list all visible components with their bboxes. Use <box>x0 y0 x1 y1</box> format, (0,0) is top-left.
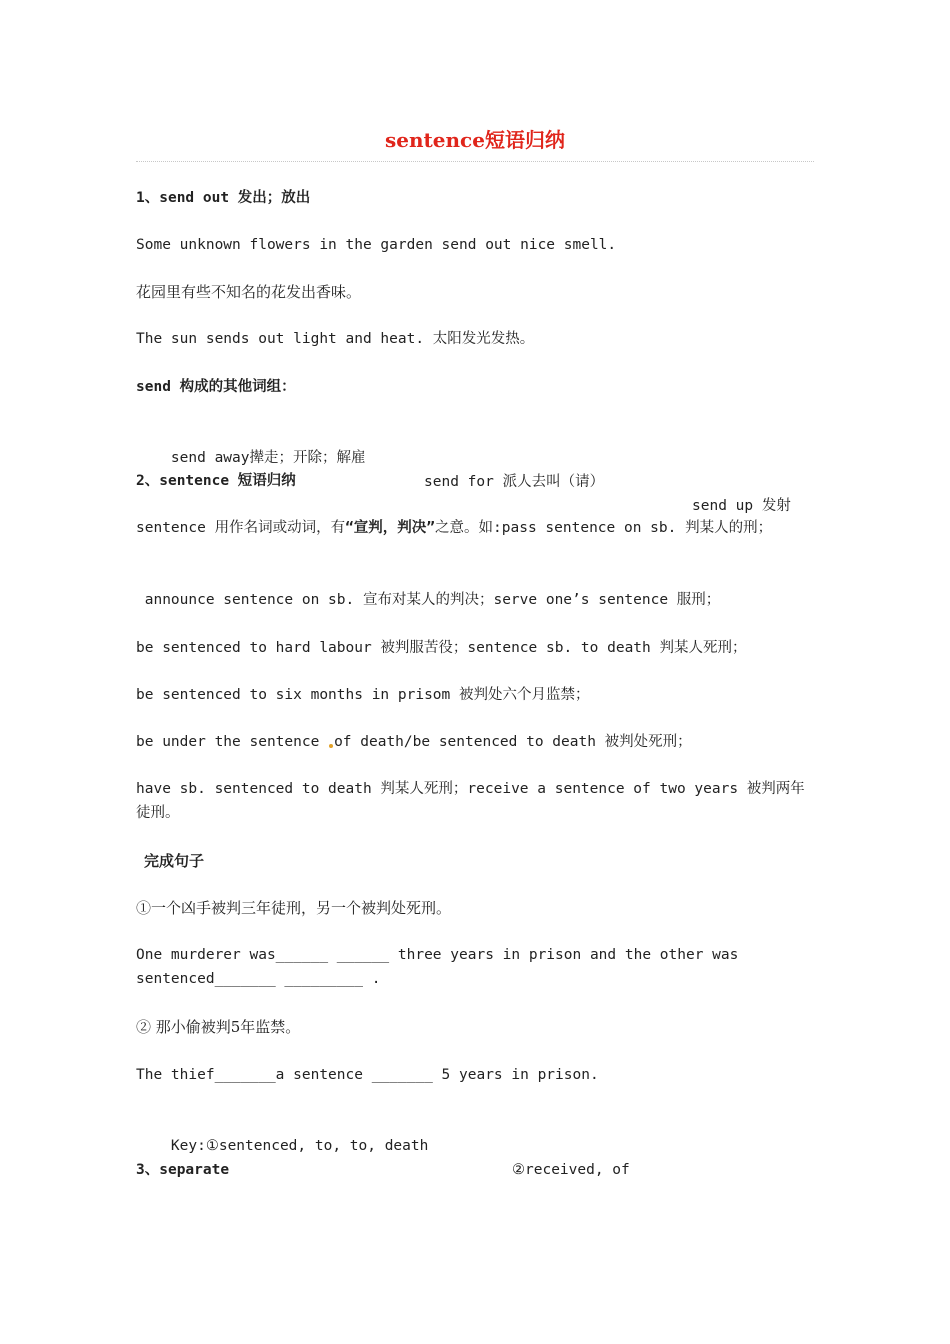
phrase-send-for: send for 派人去叫（请） <box>424 474 605 490</box>
page-title: sentence短语归纳 <box>385 128 565 152</box>
sentence-phrase-2: be sentenced to hard labour 被判服苦役；sentence sb. to death 判某人死刑； <box>136 640 747 656</box>
exercise-heading: 完成句子 <box>144 852 205 870</box>
phrase-send-up: send up 发射 <box>692 498 791 514</box>
phrase-4-post: of death/be sentenced to death 被判处死刑； <box>334 734 692 750</box>
question-1-chinese: ①一个凶手被判三年徒刑，另一个被判处死刑。 <box>136 899 452 917</box>
phrase-send-away: send away撵走；开除；解雇 <box>170 450 366 466</box>
answer-key-1: Key:①sentenced, to, to, death <box>170 1138 429 1154</box>
sentence-intro <box>136 516 816 540</box>
example-1-chinese: 花园里有些不知名的花发出香味。 <box>136 283 362 301</box>
title-divider <box>136 161 814 162</box>
sentence-phrase-4 <box>136 730 816 754</box>
answer-key-2: ②received, of <box>512 1162 630 1178</box>
example-1-english: Some unknown flowers in the garden send out nice smell. <box>136 237 617 253</box>
sentence-phrase-1: announce sentence on sb. 宣布对某人的判决；serve one’s sentence 服刑； <box>136 592 721 608</box>
sentence-phrase-3: be sentenced to six months in prisom 被判处六个月监禁； <box>136 687 590 703</box>
section-3-heading: 3、separate <box>136 1162 230 1178</box>
intro-text-pre: sentence 用作名词或动词，有 <box>136 520 346 536</box>
question-1-english: One murderer was______ ______ three years in prison and the other was sentenced_______ _________ . <box>136 947 739 987</box>
intro-text-post: 之意。如:pass sentence on sb. 判某人的刑； <box>435 520 773 536</box>
other-phrases-heading: send 构成的其他词组： <box>136 379 296 395</box>
example-2: The sun sends out light and heat. 太阳发光发热。 <box>136 331 535 347</box>
sentence-phrase-5: have sb. sentenced to death 判某人死刑；receive a sentence of two years 被判两年徒刑。 <box>136 781 805 821</box>
phrase-4-pre: be under the sentence <box>136 734 329 750</box>
intro-text-bold: “宣判，判决” <box>345 520 436 536</box>
question-2-english: The thief_______a sentence _______ 5 years in prison. <box>136 1067 599 1083</box>
section-1-heading: 1、send out 发出；放出 <box>136 190 311 206</box>
question-2-chinese: ② 那小偷被判5年监禁。 <box>136 1018 301 1036</box>
marker-dot <box>329 744 333 748</box>
section-2-heading: 2、sentence 短语归纳 <box>136 473 296 489</box>
